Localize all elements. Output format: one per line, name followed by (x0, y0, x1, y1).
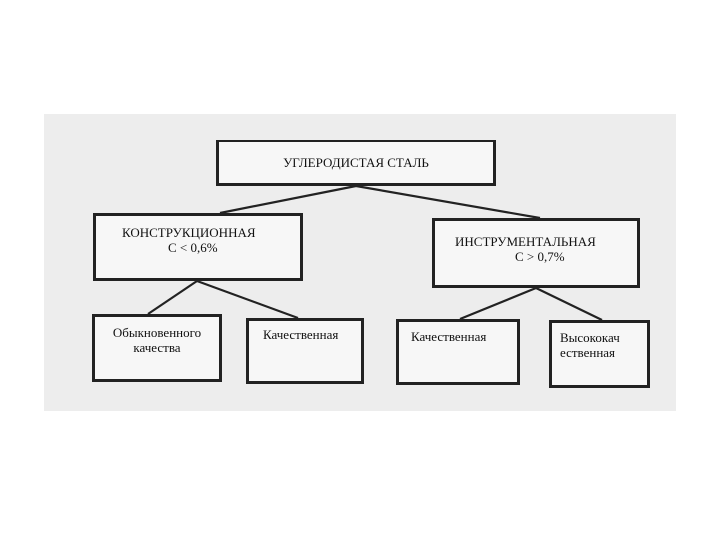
node-structural-label: КОНСТРУКЦИОННАЯ (122, 225, 256, 240)
node-carbon-steel (216, 140, 496, 186)
node-quality-tool (396, 319, 520, 385)
node-structural-steel (93, 213, 303, 281)
node-high-quality-line2: ественная (560, 345, 616, 360)
node-carbon-steel-label: УГЛЕРОДИСТАЯ СТАЛЬ (283, 155, 429, 170)
node-tool-carbon-content: С > 0,7% (515, 249, 565, 264)
node-high-quality (549, 320, 650, 388)
node-quality-structural-label: Качественная (263, 327, 339, 342)
node-high-quality-line1: Высококач (560, 330, 620, 345)
node-ordinary-quality (92, 314, 222, 382)
node-quality-tool-label: Качественная (411, 329, 487, 344)
node-tool-steel (432, 218, 640, 288)
node-ordinary-quality-label: Обыкновенного качества (112, 325, 202, 355)
node-tool-label: ИНСТРУМЕНТАЛЬНАЯ (455, 234, 596, 249)
node-quality-structural (246, 318, 364, 384)
node-structural-carbon-content: С < 0,6% (168, 240, 218, 255)
